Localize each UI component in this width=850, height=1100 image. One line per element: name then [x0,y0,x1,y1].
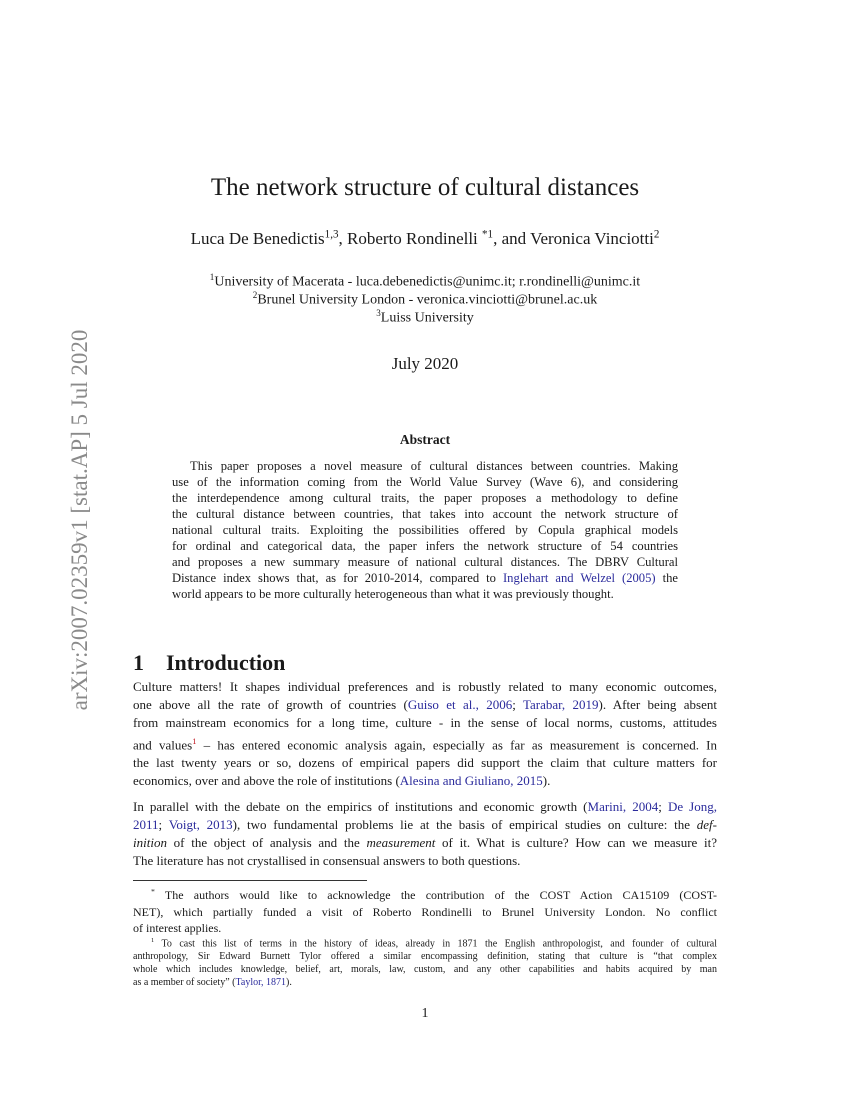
text-span: of it. What is culture? How can we measure it? [435,835,717,850]
text-span: world appears to be more culturally heterogeneous than what it was previously thought. [172,587,614,601]
text-line [133,678,717,696]
citation-link[interactable]: Alesina and Giuliano, 2015 [399,773,543,789]
affiliation: $^3$Luiss University [376,308,474,326]
citation-link[interactable]: 2011 [133,817,159,832]
text-span: ; [158,817,169,832]
text-span: of interest applies. [133,921,222,935]
text-span: for ordinal and categorical data, the paper infers the network structure of 54 countries [172,539,678,553]
citation-link[interactable]: Taylor, 1871 [235,977,287,989]
text-line [133,798,717,816]
text-span: economics, over and above the role of institutions ( [133,773,400,789]
text-span: def- [696,817,717,832]
text-span: whole which includes knowledge, belief, art, morals, law, custom, and any other capabilities and habits acquired by man [133,964,717,976]
text-span: the interdependence among cultural traits, the paper proposes a methodology to define [172,491,678,505]
text-span: The literature has not crystallised in consensual answers to both questions. [133,853,521,868]
text-span: one above all the rate of growth of countries ( [133,697,408,712]
text-span: anthropology, Sir Edward Burnett Tylor offered a similar encompassing definition, stating that culture is “that complex [133,951,717,963]
citation-link[interactable]: Marini, 2004 [587,799,659,814]
footnote-mark[interactable]: 1 [192,736,197,746]
text-span: NET), which partially funded a visit of Roberto Rondinelli to Brunel University London. No conflict [133,904,717,919]
text-line [172,554,678,570]
text-line [133,772,717,790]
citation-link[interactable]: Inglehart and Welzel (2005) [502,571,656,585]
text-span: use of the information coming from the World Value Survey (Wave 6), and considering [172,475,678,489]
footnote-acknowledgement [133,884,717,937]
text-line [133,976,717,989]
page-number: 1 [421,1006,429,1021]
text-line [133,754,717,772]
author: Roberto Rondinelli $^{*1}$, and [346,228,531,248]
text-span: measurement [366,835,436,850]
author: Luca De Benedictis$^{1,3}$, [190,228,347,248]
text-span: inition [133,835,167,850]
text-line [172,538,678,554]
text-line [172,522,678,538]
affiliation: $^1$University of Macerata - luca.debenedictis@unimc.it; r.rondinelli@unimc.it [209,272,641,290]
text-span: of the object of analysis and the [166,835,367,850]
text-span: the cultural distance between countries, that takes into account the network structure of [172,507,678,521]
paper-date: July 2020 [391,354,459,373]
text-span: In parallel with the debate on the empirics of institutions and economic growth ( [133,799,588,814]
arxiv-stamp: arXiv:2007.02359v1 [stat.AP] 5 Jul 2020 [67,329,92,711]
text-span: and values [133,737,193,753]
text-span: – has entered economic analysis again, especially as far as measurement is concerned. In [196,737,718,753]
abstract-body [172,458,678,602]
text-line [133,963,717,976]
text-line [133,696,717,714]
section-heading: 1 Introduction [133,650,286,675]
abstract-heading: Abstract [399,432,451,447]
text-line [172,586,678,602]
text-span: This paper proposes a novel measure of cultural distances between countries. Making [190,459,678,473]
citation-link[interactable]: Voigt, 2013 [168,817,233,832]
text-line [172,570,678,586]
intro-paragraph-2 [133,798,717,870]
text-span: ). [542,773,551,789]
text-line [133,934,717,950]
affiliation: $^2$Brunel University London - veronica.vinciotti@brunel.ac.uk [252,290,598,308]
text-span: from mainstream economics for a long time, culture - in the sense of local norms, customs, attitudes [133,715,717,730]
citation-link[interactable]: De Jong, [667,799,717,814]
text-line [133,884,717,904]
citation-link[interactable]: Tarabar, 2019 [522,697,599,712]
text-span: national cultural traits. Exploiting the possibilities offered by Copula graphical models [172,523,678,537]
text-line [133,834,717,852]
text-span: ; [658,799,668,814]
text-line [172,458,678,474]
footnote-mark: 1 [151,937,155,944]
footnote-mark: * [151,887,155,896]
intro-paragraph-1 [133,678,717,790]
text-span: the last twenty years or so, dozens of empirical papers did support the claim that culture matters for [133,755,717,771]
text-span: ; [512,697,523,712]
text-line [133,904,717,921]
text-span: Distance index shows that, as for 2010-2014, compared to [172,571,503,585]
footnote-1 [133,934,717,989]
text-span: and proposes a new summary measure of national cultural distances. The DBRV Cultural [172,555,678,569]
text-span: Culture matters! It shapes individual preferences and is robustly related to many economic outcomes, [133,679,717,694]
text-span: as a member of society” ( [133,977,236,989]
text-line [172,490,678,506]
text-span: ). [286,977,292,989]
text-line [133,852,717,870]
paper-title: The network structure of cultural distances [210,174,640,201]
text-line [133,816,717,834]
text-span: ), two fundamental problems lie at the basis of empirical studies on culture: the [232,817,697,832]
text-line [133,714,717,732]
text-line [172,506,678,522]
author-list [0,228,850,249]
text-span: ). After being absent [598,697,717,712]
text-span: the [655,571,678,585]
text-span: To cast this list of terms in the history of ideas, already in 1871 the English anthropologist, and founder of cultural [154,938,717,950]
citation-link[interactable]: Guiso et al., 2006 [407,697,513,712]
text-line [133,950,717,963]
text-line [172,474,678,490]
author: Veronica Vinciotti$^2$ [530,228,660,248]
text-line [133,732,717,754]
footnote-rule [133,880,367,881]
text-span: The authors would like to acknowledge the contribution of the COST Action CA15109 (COST- [154,888,717,902]
